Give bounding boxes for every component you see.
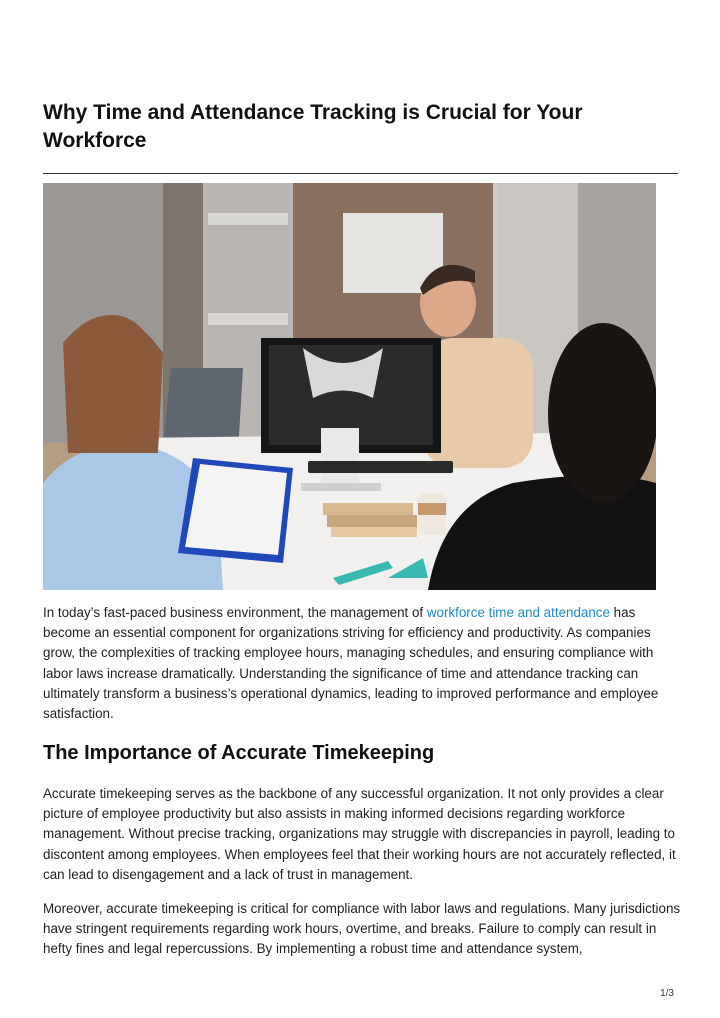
hero-image-office-interview (43, 183, 656, 590)
title-divider (43, 173, 678, 174)
paragraph-compliance: Moreover, accurate timekeeping is critical for compliance with labor laws and regulations. Many jurisdictions have stringent requirements regarding work hours, overtime, and breaks. Failure to comply can result in hefty fines and legal repercussions. By implementing a robust time and attendance system, (43, 901, 681, 957)
page-number: 1/3 (660, 988, 674, 999)
intro-text-before-link: In today’s fast-paced business environment, the management of (43, 605, 427, 620)
workforce-time-attendance-link[interactable]: workforce time and attendance (426, 605, 610, 620)
section-heading: The Importance of Accurate Timekeeping (43, 742, 435, 764)
intro-text-after-link: has become an essential component for organizations striving for efficiency and productivity. As companies grow, the complexities of tracking employee hours, managing schedules, and ensuring compliance with labor laws increase dramatically. Understanding the significance of time and attendance tracking can ultimately transform a business’s operational dynamics, leading to improved performance and employee satisfaction. (43, 605, 659, 722)
paragraph-timekeeping: Accurate timekeeping serves as the backbone of any successful organization. It not only provides a clear picture of employee productivity but also assists in making informed decisions regarding workforce management. Without precise tracking, organizations may struggle with discrepancies in payroll, leading to discontent among employees. When employees feel that their working hours are not accurately reflected, it can lead to disengagement and a lack of trust in management. (43, 786, 676, 882)
intro-paragraph (43, 603, 683, 724)
article-title: Why Time and Attendance Tracking is Crucial for Your Workforce (43, 101, 583, 152)
